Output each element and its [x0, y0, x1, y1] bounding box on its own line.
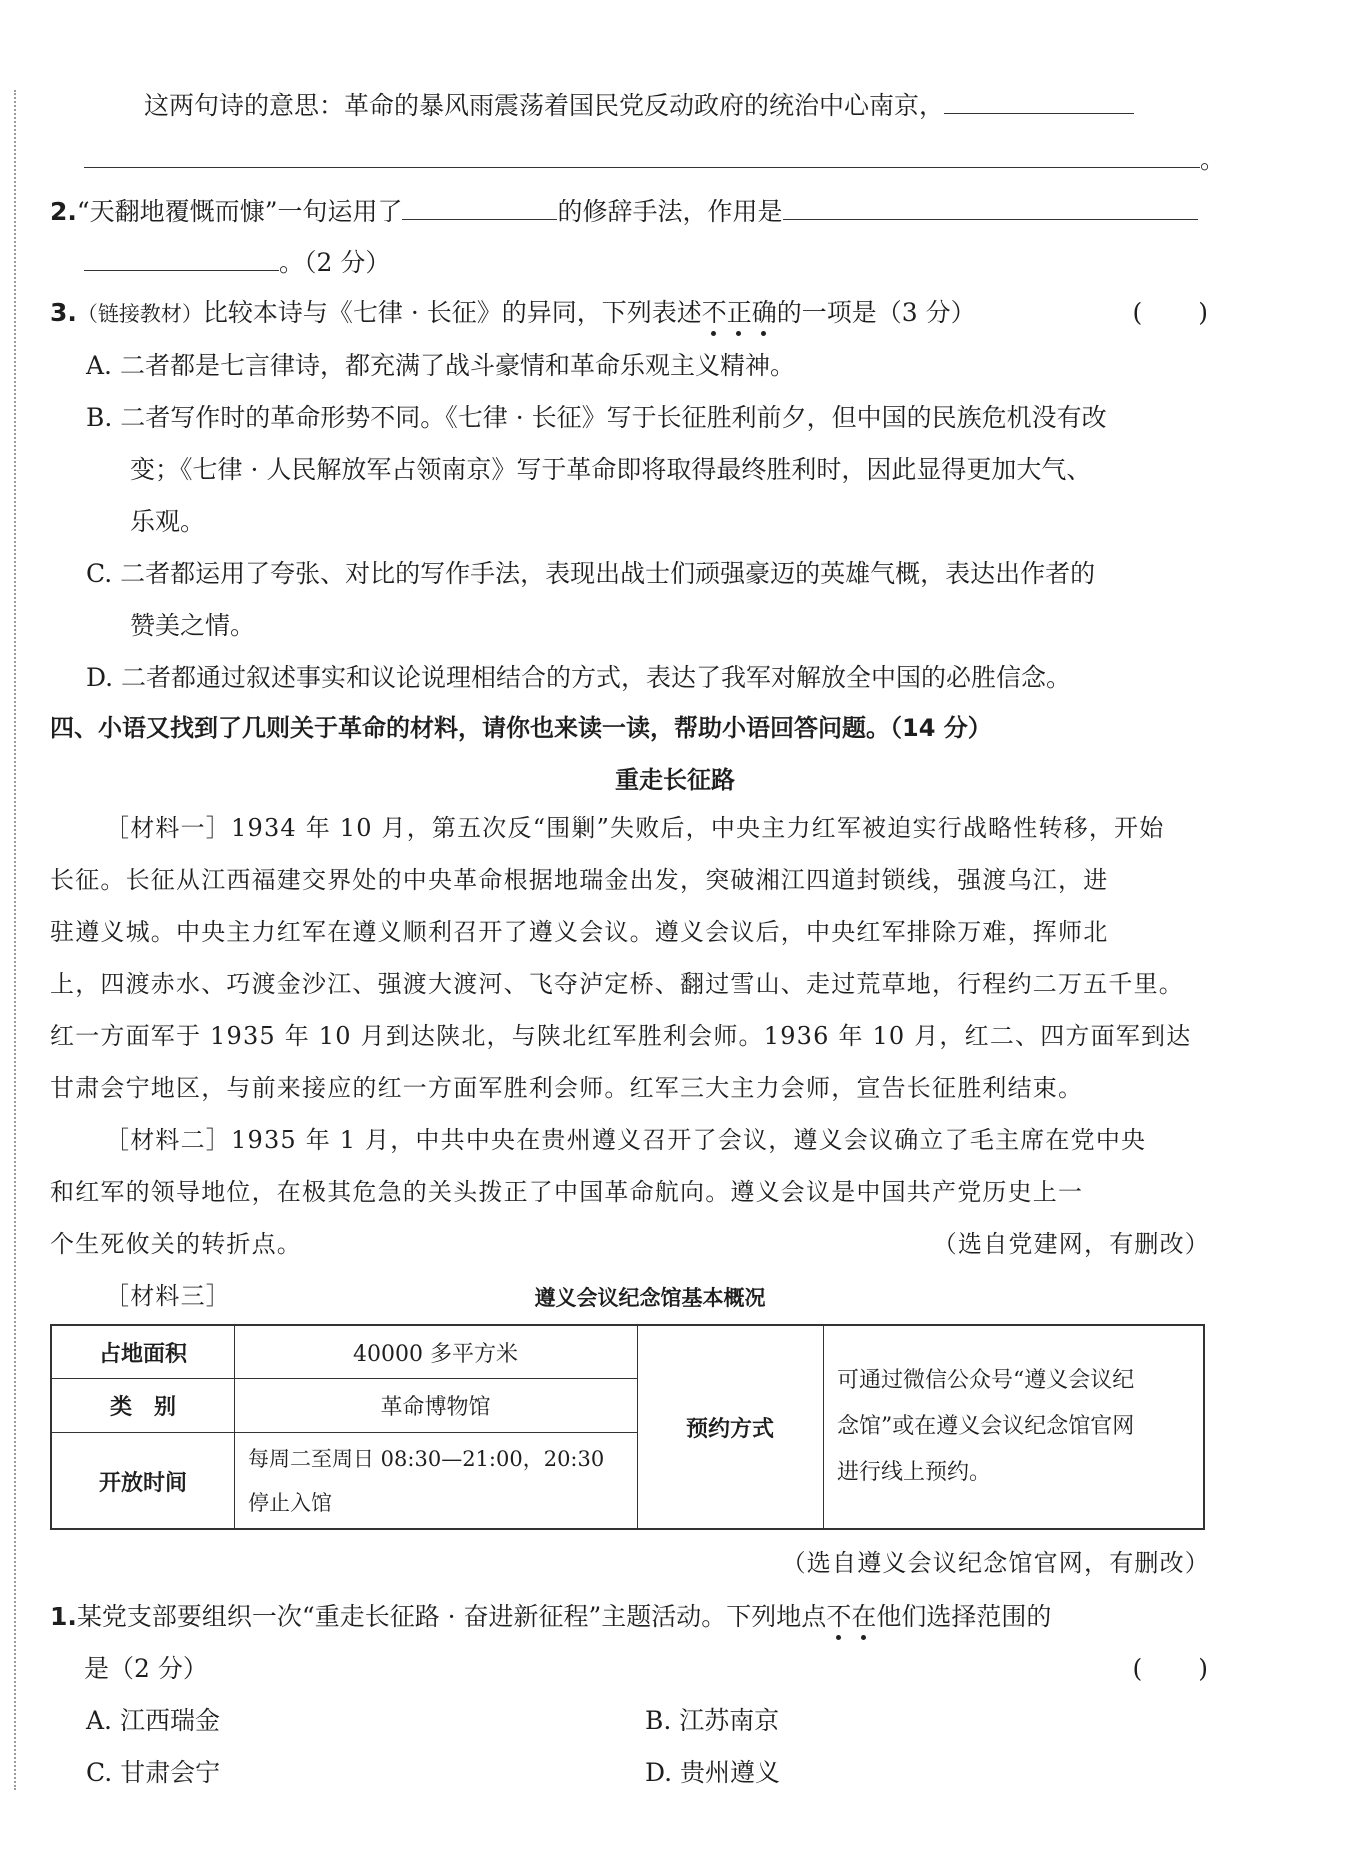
q3-option-b-cont: 乐观。 [130, 507, 206, 536]
material-1-line: 甘肃会宁地区，与前来接应的红一方面军胜利会师。红军三大主力会师，宣告长征胜利结束。 [50, 1074, 1084, 1102]
material-3-label: ［材料三］ [105, 1282, 231, 1310]
q1-option-d[interactable]: D. 贵州遵义 [645, 1758, 781, 1787]
material-2-line: 和红军的领导地位，在极其危急的关头拨正了中国革命航向。遵义会议是中国共产党历史上一 [50, 1178, 1084, 1206]
link-textbook-tag: （链接教材） [76, 302, 203, 326]
section-4-heading: 四、小语又找到了几则关于革命的材料，请你也来读一读，帮助小语回答问题。（14 分） [50, 714, 992, 742]
q3-option-c-cont: 赞美之情。 [130, 611, 256, 640]
source-note: （选自遵义会议纪念馆官网，有删改） [781, 1549, 1210, 1577]
question-3: 3.（链接教材）比较本诗与《七律 · 长征》的异同，下列表述不正确的一项是（3 分） ( ) [50, 296, 1210, 331]
answer-line: 。 [50, 141, 1210, 177]
question-2: 2.“天翻地覆慨而慷”一句运用了 的修辞手法，作用是 [50, 193, 1210, 229]
question-2-cont: 。（2 分） [50, 244, 1210, 280]
answer-blank[interactable] [84, 141, 1200, 168]
question-1: 1.某党支部要组织一次“重走长征路 · 奋进新征程”主题活动。下列地点不在他们选择范围的 [50, 1602, 1052, 1631]
binding-margin-line [14, 90, 16, 1790]
q3-option-c[interactable]: C. 二者都运用了夸张、对比的写作手法，表现出战士们顽强豪迈的英雄气概，表达出作者的 [86, 559, 1096, 588]
booking-label: 预约方式 [685, 1416, 774, 1442]
emphasis-char: 正 [726, 298, 752, 327]
area-label: 占地面积 [98, 1341, 187, 1367]
answer-blank[interactable] [783, 193, 1198, 220]
answer-paren[interactable]: ( ) [1132, 298, 1210, 327]
table-caption: 遵义会议纪念馆基本概况 [534, 1286, 766, 1310]
emphasis-char: 在 [851, 1602, 877, 1631]
answer-blank[interactable] [84, 244, 279, 271]
area-value: 40000 多平方米 [353, 1341, 518, 1367]
q3-option-d[interactable]: D. 二者都通过叙述事实和议论说理相结合的方式，表达了我军对解放全中国的必胜信念。 [86, 663, 1072, 692]
type-value: 革命博物馆 [380, 1394, 491, 1420]
q3-option-a[interactable]: A. 二者都是七言律诗，都充满了战斗豪情和革命乐观主义精神。 [86, 351, 795, 380]
question-number: 2. [50, 197, 77, 226]
hours-value: 每周二至周日 08:30—21:00，20:30 停止入馆 [248, 1447, 605, 1515]
material-1-line: 长征。长征从江西福建交界处的中央革命根据地瑞金出发，突破湘江四道封锁线，强渡乌江，进 [50, 866, 1109, 894]
q1-option-a[interactable]: A. 江西瑞金 [86, 1706, 220, 1735]
hours-label: 开放时间 [98, 1470, 187, 1496]
answer-blank[interactable] [402, 193, 557, 220]
question-1-cont: 是（2 分） ( ) [50, 1652, 1210, 1686]
q1-option-c[interactable]: C. 甘肃会宁 [86, 1758, 221, 1787]
passage-title: 重走长征路 [615, 766, 735, 794]
answer-blank[interactable] [944, 87, 1134, 114]
material-2-line: 个生死攸关的转折点。 （选自党建网，有删改） [50, 1227, 1210, 1261]
question-number: 3. [50, 298, 77, 327]
question-number: 1. [50, 1602, 77, 1631]
answer-paren[interactable]: ( ) [1132, 1654, 1210, 1683]
q3-option-b[interactable]: B. 二者写作时的革命形势不同。《七律 · 长征》写于长征胜利前夕，但中国的民族危机没有改 [86, 403, 1107, 432]
material-1-line: ［材料一］1934 年 10 月，第五次反“围剿”失败后，中央主力红军被迫实行战略性转移，开始 [105, 814, 1165, 842]
emphasis-char: 不 [701, 298, 727, 327]
q1-option-b[interactable]: B. 江苏南京 [645, 1706, 780, 1735]
memorial-info-table [50, 1324, 1205, 1530]
source-note: （选自党建网，有删改） [932, 1230, 1210, 1258]
emphasis-char: 不 [826, 1602, 852, 1631]
material-1-line: 驻遵义城。中央主力红军在遵义顺利召开了遵义会议。遵义会议后，中央红军排除万难，挥师北 [50, 918, 1109, 946]
q3-option-b-cont: 变；《七律 · 人民解放军占领南京》写于革命即将取得最终胜利时，因此显得更加大气、 [130, 455, 1092, 484]
material-2-line: ［材料二］1935 年 1 月，中共中央在贵州遵义召开了会议，遵义会议确立了毛主席在党中央 [105, 1126, 1147, 1154]
material-1-line: 上，四渡赤水、巧渡金沙江、强渡大渡河、飞夺泸定桥、翻过雪山、走过荒草地，行程约二万五千里。 [50, 970, 1184, 998]
material-1-line: 红一方面军于 1935 年 10 月到达陕北，与陕北红军胜利会师。1936 年 10 月，红二、四方面军到达 [50, 1022, 1192, 1050]
emphasis-char: 确 [751, 298, 777, 327]
meaning-text: 这两句诗的意思：革命的暴风雨震荡着国民党反动政府的统治中心南京， [144, 91, 945, 120]
type-label: 类 别 [109, 1394, 176, 1420]
booking-value: 可通过微信公众号“遵义会议纪 念馆”或在遵义会议纪念馆官网 进行线上预约。 [837, 1368, 1135, 1485]
q1-prev-meaning-line [50, 87, 1210, 123]
